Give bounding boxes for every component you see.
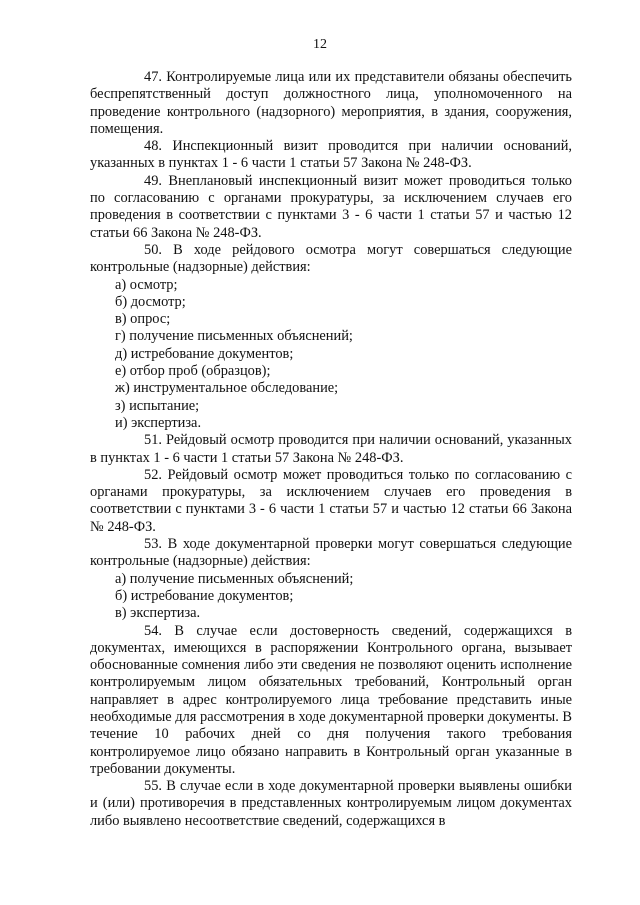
page-number: 12 [313, 37, 327, 52]
list-item: е) отбор проб (образцов); [115, 363, 271, 380]
paragraph-47: 47. Контролируемые лица или их представители обязаны обеспечить беспрепятственный доступ должностного лица, уполномоченного на проведение контрольного (надзорного) мероприятия, в здания, сооружения, помещения. [90, 69, 572, 137]
list-item: б) истребование документов; [115, 587, 294, 604]
list-item: ж) инструментальное обследование; [115, 380, 339, 397]
list-item: б) досмотр; [115, 293, 186, 310]
paragraph-50: 50. В ходе рейдового осмотра могут совершаться следующие контрольные (надзорные) действия: [90, 241, 572, 276]
paragraph-54: 54. В случае если достоверность сведений, содержащихся в документах, имеющихся в распоряжении Контрольного органа, вызывает обоснованные сомнения либо эти сведения не позволяют оценить исполнение контролируемым лицом обязательных требований, Контрольный орган направляет в адрес контролируемого лица требование представить иные необходимые для рассмотрения в ходе документарной проверки документы. В течение 10 рабочих дней со дня получения такого требования контролируемое лицо обязано направить в Контрольный орган указанные в требовании документы. [90, 622, 572, 777]
list-item: з) испытание; [115, 397, 200, 414]
list-item: д) истребование документов; [115, 345, 294, 362]
paragraph-51: 51. Рейдовый осмотр проводится при наличии оснований, указанных в пунктах 1 - 6 части 1 статьи 57 Закона № 248-ФЗ. [90, 432, 572, 466]
list-item: и) экспертиза. [115, 414, 202, 431]
paragraph-52: 52. Рейдовый осмотр может проводиться только по согласованию с органами прокуратуры, за исключением случаев его проведения в соответствии с пунктами 3 - 6 части 1 статьи 57 и частью 12 статьи 66 Закона № 248-ФЗ. [90, 466, 572, 535]
list-item: в) опрос; [115, 311, 171, 328]
paragraph-55: 55. В случае если в ходе документарной проверки выявлены ошибки и (или) противоречия в представленных контролируемым лицом документах либо выявлено несоответствие сведений, содержащихся в [90, 778, 572, 829]
paragraph-49: 49. Внеплановый инспекционный визит может проводиться только по согласованию с органами прокуратуры, за исключением случаев его проведения в соответствии с пунктами 3 - 6 части 1 статьи 57 и частью 12 статьи 66 Закона № 248-ФЗ. [90, 172, 572, 241]
list-item: а) осмотр; [115, 276, 178, 293]
paragraph-48: 48. Инспекционный визит проводится при наличии оснований, указанных в пунктах 1 - 6 части 1 статьи 57 Закона № 248-ФЗ. [90, 138, 572, 172]
paragraph-53: 53. В ходе документарной проверки могут совершаться следующие контрольные (надзорные) действия: [90, 536, 572, 570]
list-item: г) получение письменных объяснений; [115, 328, 353, 345]
list-item: а) получение письменных объяснений; [115, 570, 354, 587]
document-body [90, 69, 572, 830]
list-item: в) экспертиза. [115, 605, 201, 622]
